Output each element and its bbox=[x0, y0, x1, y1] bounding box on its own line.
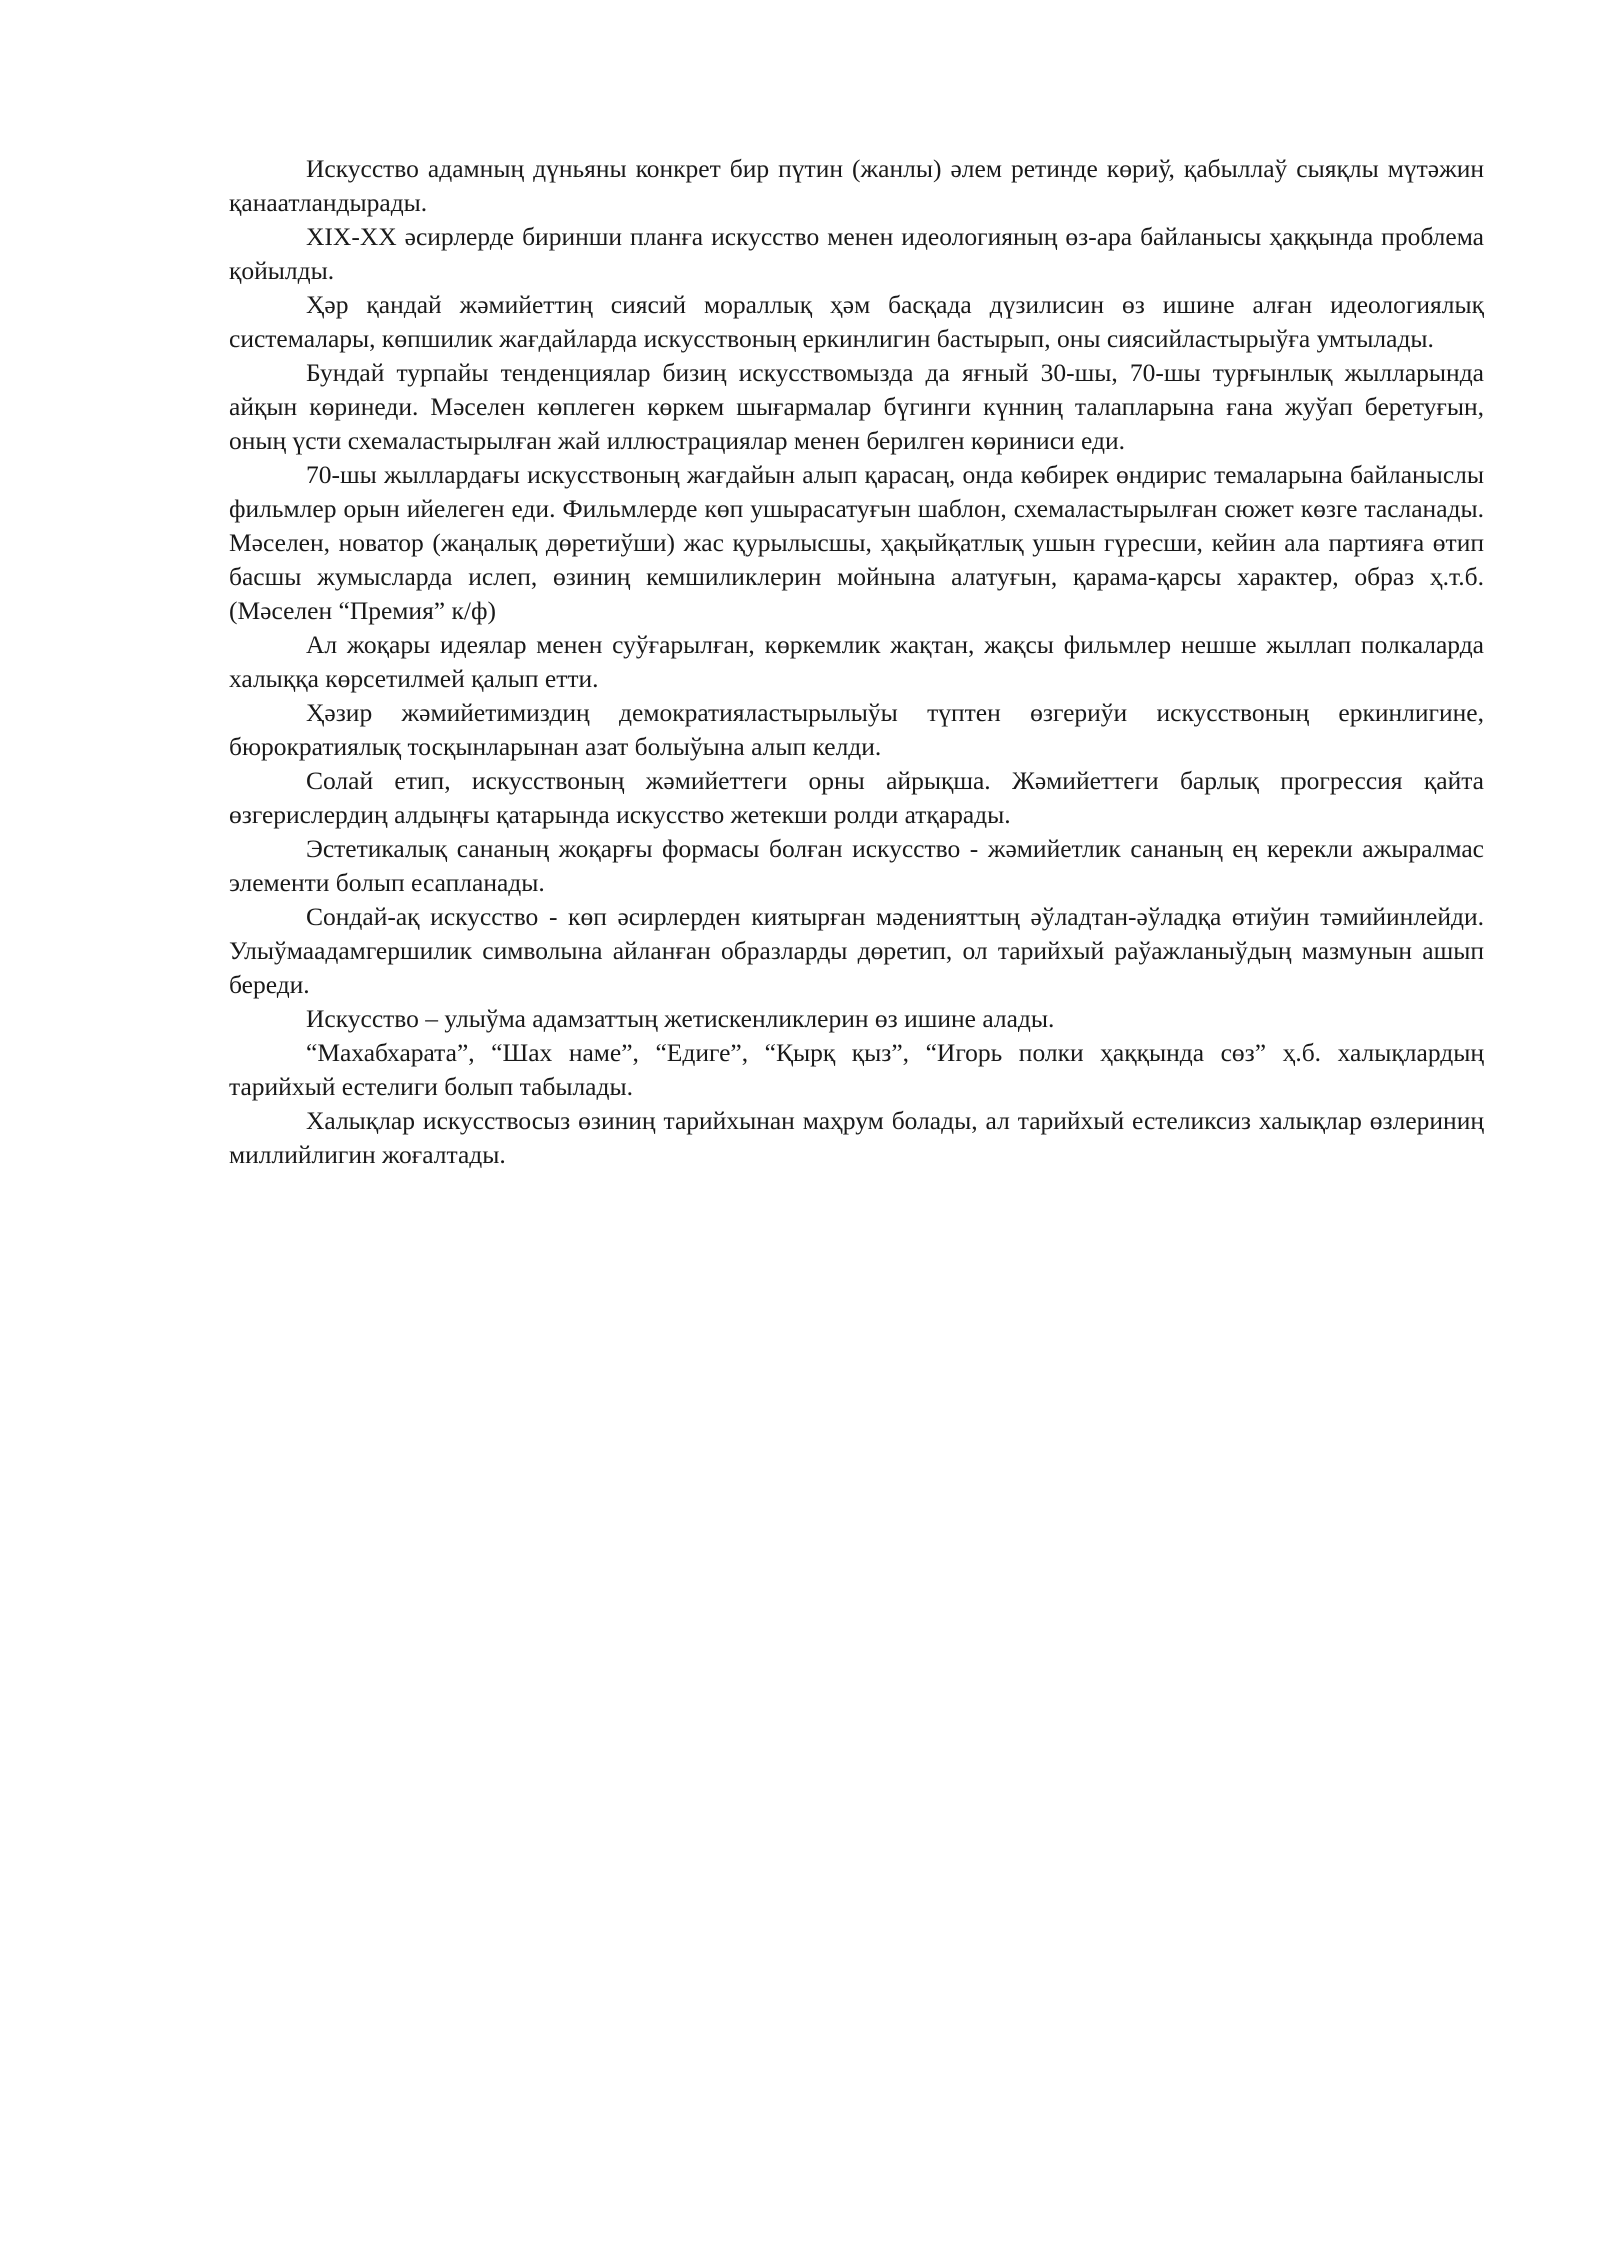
paragraph-7: Ҳәзир жәмийетимиздиң демократияластырылыўы түптен өзгериўи искусствоның еркинлигине, бюрократиялық тосқынларынан азат болыўына алып келди. bbox=[229, 698, 1484, 761]
paragraph-1: Искусство адамның дүньяны конкрет бир пүтин (жанлы) әлем ретинде көриў, қабыллаў сыяқлы мүтәжин қанаатландырады. bbox=[229, 154, 1484, 217]
paragraph-4: Бундай турпайы тенденциялар бизиң искусствомызда да яғный 30-шы, 70-шы турғынлық жылларында айқын көринеди. Мәселен көплеген көркем шығармалар бүгинги күнниң талапларына ғана жуўап беретуғын, оның үсти схемаластырылған жай иллюстрациялар менен берилген көриниси еди. bbox=[229, 358, 1484, 455]
paragraph-2: XIX-XX әсирлерде биринши планға искусство менен идеологияның өз-ара байланысы ҳаққында проблема қойылды. bbox=[229, 222, 1484, 285]
document-page bbox=[229, 152, 1484, 1172]
paragraph-8: Солай етип, искусствоның жәмийеттеги орны айрықша. Жәмийеттеги барлық прогрессия қайта өзгерислердиң алдыңғы қатарында искусство жетекши ролди атқарады. bbox=[229, 766, 1484, 829]
paragraph-6: Ал жоқары идеялар менен суўғарылған, көркемлик жақтан, жақсы фильмлер нешше жыллап полкаларда халыққа көрсетилмей қалып етти. bbox=[229, 630, 1484, 693]
paragraph-11: Искусство – улыўма адамзаттың жетискенликлерин өз ишине алады. bbox=[306, 1004, 1055, 1033]
paragraph-3: Ҳәр қандай жәмийеттиң сиясий мораллық ҳәм басқада дүзилисин өз ишине алған идеологиялық системалары, көпшилик жағдайларда искусствоның еркинлигин бастырып, оны сиясийластырыўға умтылады. bbox=[229, 290, 1484, 353]
paragraph-9: Эстетикалық сананың жоқарғы формасы болған искусство - жәмийетлик сананың ең керекли ажыралмас элементи болып есапланады. bbox=[229, 834, 1484, 897]
paragraph-13: Халықлар искусствосыз өзиниң тарийхынан маҳрум болады, ал тарийхый естеликсиз халықлар өзлериниң миллийлигин жоғалтады. bbox=[229, 1106, 1484, 1169]
paragraph-10: Сондай-ақ искусство - көп әсирлерден киятырған мәденияттың әўладтан-әўладқа өтиўин тәмийинлейди. Улыўмаадамгершилик символына айланған образларды дөретип, ол тарийхый раўажланыўдың мазмунын ашып береди. bbox=[229, 902, 1484, 999]
paragraph-5: 70-шы жыллардағы искусствоның жағдайын алып қарасаң, онда көбирек өндирис темаларына байланыслы фильмлер орын ийелеген еди. Фильмлерде көп ушырасатуғын шаблон, схемаластырылған сюжет көзге тасланады. Мәселен, новатор (жаңалық дөретиўши) жас қурылысшы, ҳақыйқатлық ушын гүресши, кейин ала партияға өтип басшы жумысларда ислеп, өзиниң кемшиликлерин мойнына алатуғын, қарама-қарсы характер, образ ҳ.т.б. (Мәселен “Премия” к/ф) bbox=[229, 460, 1484, 625]
paragraph-12: “Махабхарата”, “Шах наме”, “Едиге”, “Қырқ қыз”, “Игорь полки ҳаққында сөз” ҳ.б. халықлардың тарийхый естелиги болып табылады. bbox=[229, 1038, 1484, 1101]
